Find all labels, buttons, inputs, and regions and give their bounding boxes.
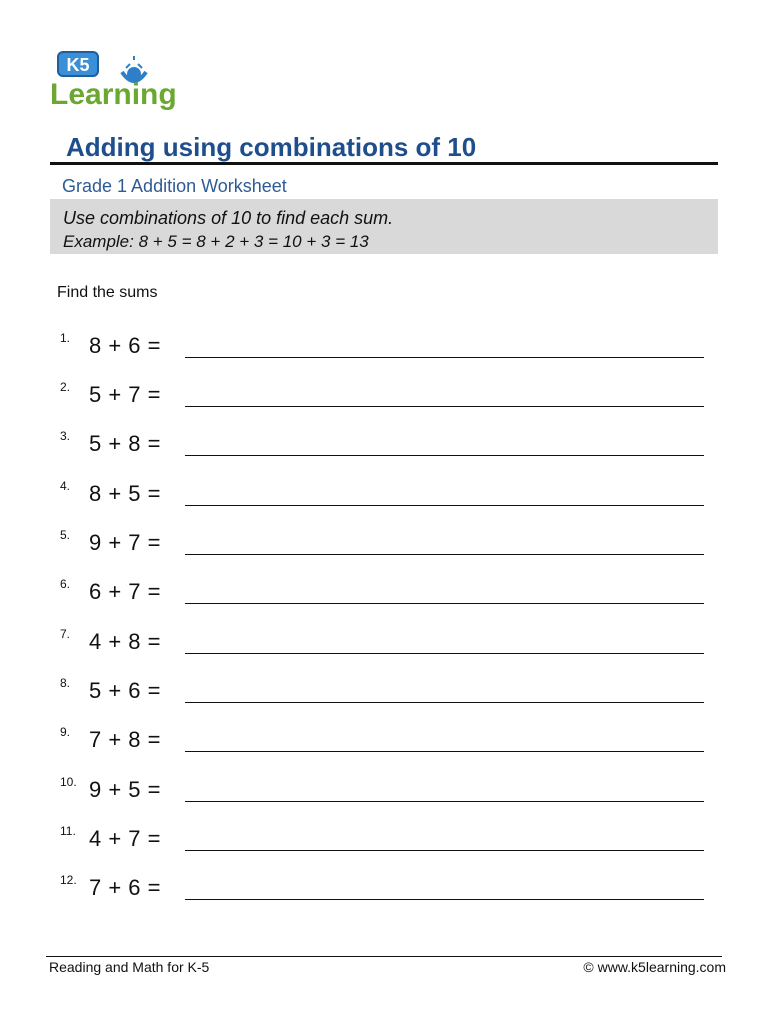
problem-expression: 5 + 6 =	[89, 678, 162, 703]
problem-row	[57, 824, 717, 860]
logo-badge-text: K5	[66, 55, 90, 75]
problem-row	[57, 380, 717, 416]
problem-row	[57, 429, 717, 465]
problem-row	[57, 479, 717, 515]
example-text: Example: 8 + 5 = 8 + 2 + 3 = 10 + 3 = 13	[63, 232, 369, 251]
footer-divider	[46, 956, 722, 957]
answer-line[interactable]	[185, 751, 704, 752]
problem-expression: 8 + 5 =	[89, 481, 162, 506]
answer-line[interactable]	[185, 603, 704, 604]
problem-number: 5.	[60, 528, 71, 542]
k5-learning-logo	[48, 50, 188, 114]
answer-line[interactable]	[185, 702, 704, 703]
logo-word-text: Learning	[50, 78, 177, 111]
problem-number: 11.	[60, 824, 76, 838]
problem-number: 3.	[60, 429, 71, 443]
problem-row	[57, 331, 717, 367]
problem-expression: 7 + 6 =	[89, 875, 162, 900]
answer-line[interactable]	[185, 505, 704, 506]
problem-number: 6.	[60, 577, 71, 591]
title-divider	[50, 162, 718, 165]
problem-expression: 4 + 7 =	[89, 826, 162, 851]
answer-line[interactable]	[185, 455, 704, 456]
page-title: Adding using combinations of 10	[66, 132, 477, 162]
problem-row	[57, 775, 717, 811]
instructions-box	[50, 199, 718, 254]
problem-number: 10.	[60, 775, 77, 789]
problem-row	[57, 627, 717, 663]
problem-expression: 6 + 7 =	[89, 579, 162, 604]
answer-line[interactable]	[185, 653, 704, 654]
problem-number: 1.	[60, 331, 71, 345]
problem-number: 7.	[60, 627, 71, 641]
problem-number: 12.	[60, 873, 77, 887]
answer-line[interactable]	[185, 357, 704, 358]
problem-expression: 8 + 6 =	[89, 333, 162, 358]
footer-website[interactable]: © www.k5learning.com	[583, 959, 726, 975]
problem-row	[57, 577, 717, 613]
answer-line[interactable]	[185, 801, 704, 802]
problem-number: 4.	[60, 479, 71, 493]
problem-row	[57, 873, 717, 909]
page-subtitle: Grade 1 Addition Worksheet	[62, 176, 287, 196]
answer-line[interactable]	[185, 554, 704, 555]
answer-line[interactable]	[185, 899, 704, 900]
problem-expression: 5 + 7 =	[89, 382, 162, 407]
problem-expression: 9 + 7 =	[89, 530, 162, 555]
section-label: Find the sums	[57, 284, 158, 301]
instruction-text: Use combinations of 10 to find each sum.	[63, 208, 394, 228]
problem-expression: 9 + 5 =	[89, 777, 162, 802]
answer-line[interactable]	[185, 850, 704, 851]
footer-tagline: Reading and Math for K-5	[49, 959, 210, 975]
problem-row	[57, 676, 717, 712]
problem-row	[57, 725, 717, 761]
answer-line[interactable]	[185, 406, 704, 407]
problem-number: 8.	[60, 676, 71, 690]
problem-number: 2.	[60, 380, 71, 394]
problem-expression: 7 + 8 =	[89, 727, 162, 752]
problem-expression: 4 + 8 =	[89, 629, 162, 654]
problem-row	[57, 528, 717, 564]
problem-number: 9.	[60, 725, 71, 739]
problem-expression: 5 + 8 =	[89, 431, 162, 456]
